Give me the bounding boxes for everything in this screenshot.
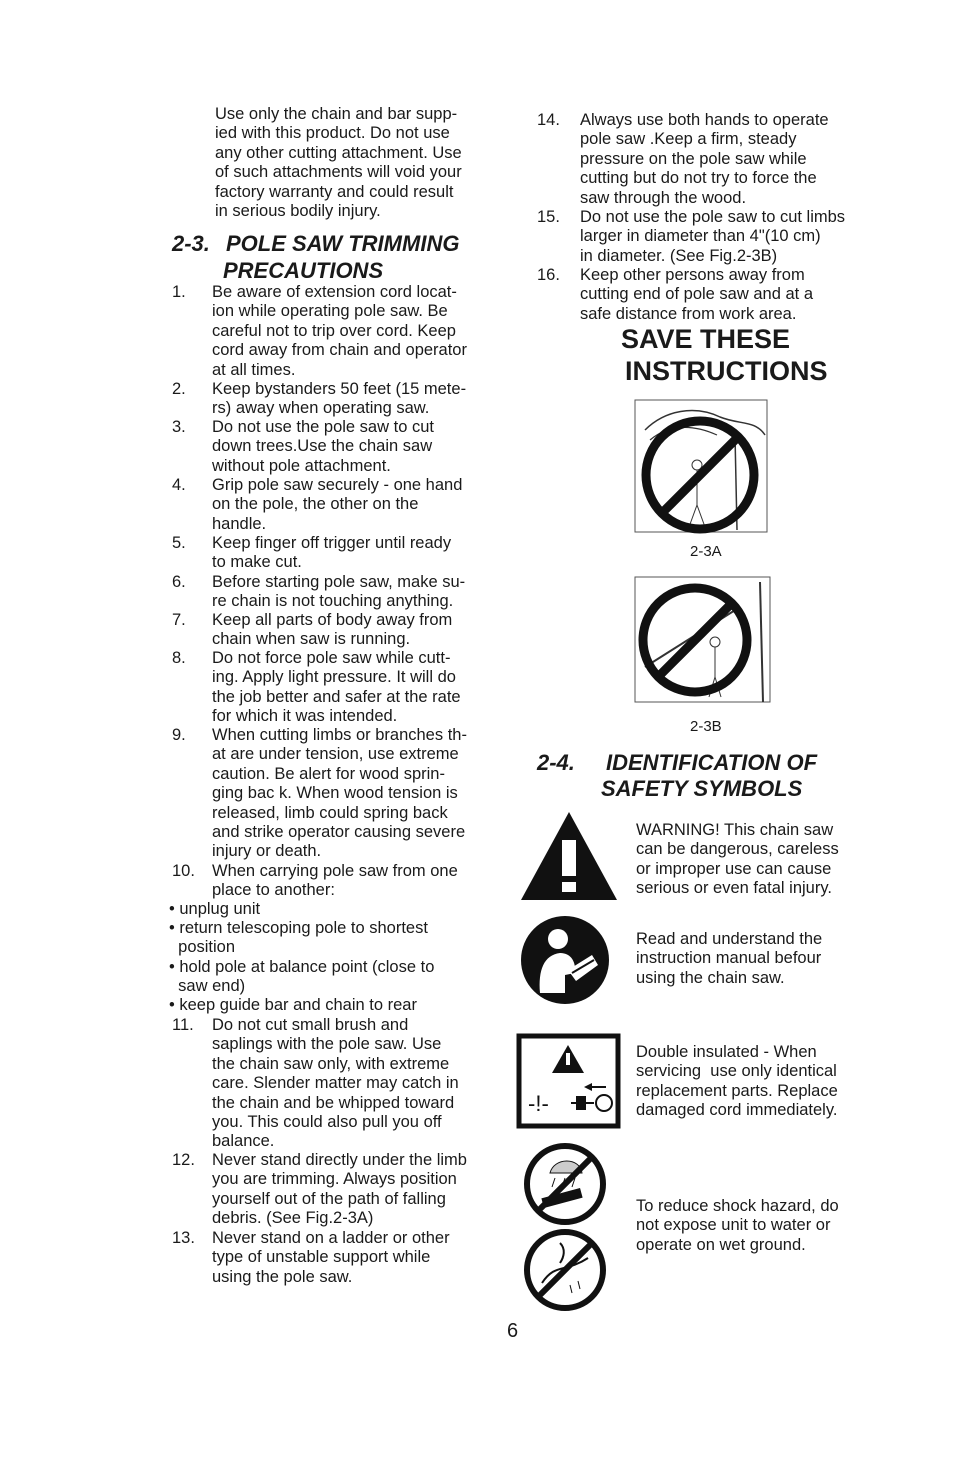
item-text: Keep other persons away from cutting end of pole saw and at a safe distance from work area. — [580, 266, 813, 323]
item-text: When cutting limbs or branches th- at are under tension, use extreme caution. Be alert for wood sprin- ging bac k. When wood tension is released, limb could spring back and strike operator causing severe injury or death. — [212, 726, 467, 861]
warning-symbol-text: WARNING! This chain saw can be dangerous, careless or improper use can cause serious or even fatal injury. — [636, 821, 839, 898]
item-number: 6. — [172, 573, 186, 591]
item-text: Do not use the pole saw to cut down trees.Use the chain saw without pole attachment. — [212, 418, 434, 475]
figure-2-3b — [625, 572, 780, 717]
item-text: Do not force pole saw while cutt- ing. Apply light pressure. It will do the job better and safer at the rate for which it was intended. — [212, 649, 461, 726]
no-standing-under-limb-icon — [625, 395, 775, 545]
item-text: Keep all parts of body away from chain when saw is running. — [212, 611, 453, 649]
item-text: Always use both hands to operate pole saw .Keep a firm, steady pressure on the pole saw while cutting but do not try to force the saw through the wood. — [580, 111, 829, 207]
intro-paragraph: Use only the chain and bar supp- ied with this product. Do not use any other cutting attachment. Use of such attachments will void your factory warranty and could result in serious bodily injury. — [215, 105, 462, 221]
double-insulated-symbol-text: Double insulated - When servicing use only identical replacement parts. Replace damaged cord immediately. — [636, 1043, 838, 1120]
warning-triangle-icon — [519, 810, 619, 902]
item-text: Keep bystanders 50 feet (15 mete- rs) away when operating saw. — [212, 380, 467, 418]
save-these-line1: SAVE THESE — [621, 324, 791, 354]
item-number: 12. — [172, 1151, 195, 1169]
bullet-item: • unplug unit — [169, 900, 261, 918]
page-number: 6 — [507, 1320, 519, 1342]
item-number: 16. — [537, 266, 560, 284]
item-text: Be aware of extension cord locat- ion while operating pole saw. Be careful not to trip over cord. Keep cord away from chain and operator at all times. — [212, 283, 467, 379]
figure-2-3a — [625, 395, 775, 545]
section-2-3-number: 2-3. — [172, 231, 210, 256]
item-text: Grip pole saw securely - one hand on the pole, the other on the handle. — [212, 476, 463, 533]
item-text: When carrying pole saw from one place to another: — [212, 862, 458, 900]
read-manual-icon — [520, 915, 610, 1005]
item-number: 8. — [172, 649, 186, 667]
svg-text:-!-: -!- — [528, 1091, 549, 1116]
item-text: Keep finger off trigger until ready to make cut. — [212, 534, 452, 572]
section-2-3-title-line2: PRECAUTIONS — [223, 258, 384, 283]
item-number: 1. — [172, 283, 186, 301]
bullet-item: • hold pole at balance point (close to saw end) — [169, 958, 435, 996]
item-text: Never stand on a ladder or other type of unstable support while using the pole saw. — [212, 1229, 450, 1286]
section-2-4-number: 2-4. — [537, 750, 575, 775]
section-2-3-title-line1: POLE SAW TRIMMING — [226, 231, 460, 256]
figure-2-3a-caption: 2-3A — [690, 543, 722, 560]
read-manual-symbol-text: Read and understand the instruction manual befour using the chain saw. — [636, 930, 823, 987]
item-number: 3. — [172, 418, 186, 436]
figure-2-3b-caption: 2-3B — [690, 718, 722, 735]
section-2-4-title-line2: SAFETY SYMBOLS — [601, 776, 803, 801]
water-hazard-symbol-text: To reduce shock hazard, do not expose unit to water or operate on wet ground. — [636, 1197, 839, 1254]
no-cutting-large-limbs-icon — [625, 572, 780, 717]
item-number: 4. — [172, 476, 186, 494]
double-insulated-icon — [516, 1033, 621, 1129]
item-number: 9. — [172, 726, 186, 744]
save-these-line2: INSTRUCTIONS — [625, 356, 828, 386]
item-text: Do not use the pole saw to cut limbs larger in diameter than 4"(10 cm) in diameter. (See Fig.2-3B) — [580, 208, 846, 265]
bullet-item: • keep guide bar and chain to rear — [169, 996, 417, 1014]
bullet-item: • return telescoping pole to shortest position — [169, 919, 428, 957]
item-text: Before starting pole saw, make su- re chain is not touching anything. — [212, 573, 466, 611]
item-number: 7. — [172, 611, 186, 629]
item-number: 10. — [172, 862, 195, 880]
item-number: 2. — [172, 380, 186, 398]
section-2-4-title-line1: IDENTIFICATION OF — [606, 750, 818, 775]
item-text: Do not cut small brush and saplings with the pole saw. Use the chain saw only, with extreme care. Slender matter may catch in the chain and be whipped toward you. This could also pull you off balance. — [212, 1016, 459, 1151]
item-number: 5. — [172, 534, 186, 552]
item-number: 13. — [172, 1229, 195, 1247]
item-number: 14. — [537, 111, 560, 129]
item-number: 15. — [537, 208, 560, 226]
item-number: 11. — [172, 1016, 194, 1034]
no-rain-wet-ground-icon — [520, 1143, 610, 1313]
item-text: Never stand directly under the limb you are trimming. Always position yourself out of the path of falling debris. (See Fig.2-3A) — [212, 1151, 467, 1228]
